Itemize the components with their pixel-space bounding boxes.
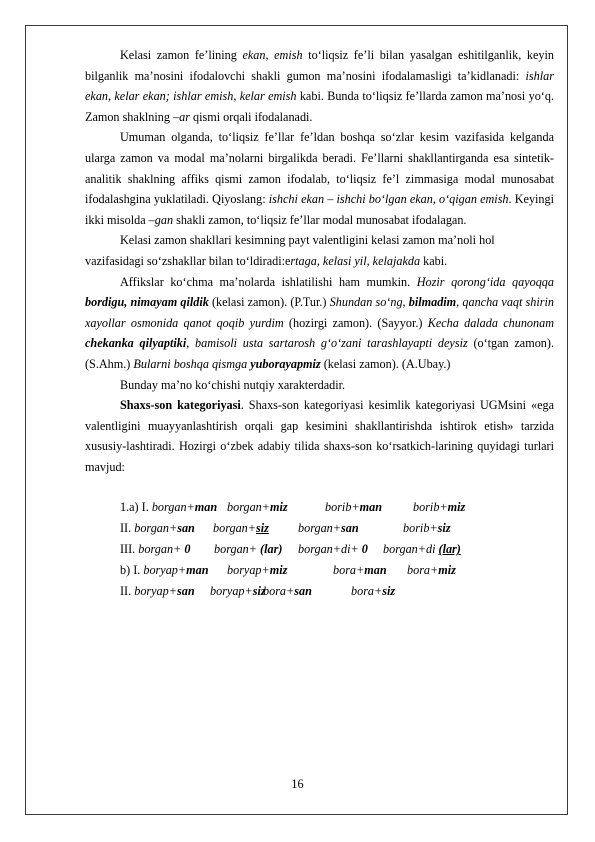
text: (kelasi zamon). (P.Tur.): [208, 295, 330, 310]
italic-text: ishlar ekan, kelar ekan; ishlar emish, kelar emish: [85, 68, 554, 104]
paradigm-cell: [213, 518, 269, 539]
row-label: b) I.: [120, 563, 144, 578]
text: kabi. Bunda to‘liqsiz fe’llarda zamon ma’nosi yo‘q. Zamon shaklning –: [85, 89, 554, 124]
row-label: III.: [120, 542, 139, 557]
paragraph-1: [85, 45, 554, 127]
stem: boryap+: [227, 563, 270, 578]
text: Kelasi zamon shakllari kesimning payt valentligini kelasi zamon ma’noli hol vazifasidagi so‘zshakllar bilan to‘ldiradi:e: [85, 233, 495, 268]
suffix: man: [186, 563, 209, 578]
suffix: miz: [269, 563, 288, 578]
bold-italic-text: yuborayapmiz: [250, 356, 321, 371]
italic-text: Shundan so‘ng,: [329, 295, 409, 310]
suffix: siz: [382, 584, 396, 599]
row-label: II.: [120, 521, 135, 536]
stem: borgan+: [298, 521, 341, 536]
italic-text: , qancha vaqt shirin xayollar osmonida qanot qoqib yurdim: [85, 295, 554, 330]
paradigm-cell: [407, 560, 456, 581]
paradigm-cell: [298, 518, 359, 539]
paragraph-6: [85, 395, 554, 477]
paradigm-row-2: [85, 518, 554, 539]
text: shakli zamon, to‘liqsiz fe’llar modal munosabat ifodalagan.: [173, 212, 467, 227]
text: kabi.: [420, 253, 448, 268]
paradigm-cell: [263, 581, 312, 602]
text: (o‘tgan zamon). (S.Ahm.): [85, 336, 554, 371]
suffix: miz: [447, 500, 466, 515]
suffix: san: [177, 521, 195, 536]
stem: borib+: [413, 500, 448, 515]
suffix: miz: [269, 500, 288, 515]
row-label: II.: [120, 584, 135, 599]
stem: borgan+: [214, 542, 257, 557]
stem: boryap+: [134, 584, 177, 599]
section-heading: Shaxs-son kategoriyasi: [120, 398, 241, 413]
suffix: miz: [438, 563, 456, 578]
italic-text: Bularni boshqa qismga: [133, 356, 251, 371]
paradigm-cell: [120, 518, 195, 539]
italic-text: ishchi ekan – ishchi bo‘lgan ekan, o‘qigan emish: [268, 192, 509, 207]
stem: borib+: [325, 500, 360, 515]
italic-text: gan: [154, 212, 174, 227]
suffix: siz: [255, 521, 269, 536]
paradigm-cell: [210, 581, 266, 602]
paradigm-cell: [227, 497, 288, 518]
text: (kelasi zamon). (A.Ubay.): [320, 356, 451, 371]
spacer: [85, 477, 554, 497]
bold-italic-text: bilmadim: [408, 295, 457, 310]
suffix: 0: [181, 542, 191, 557]
document-body: [85, 45, 554, 602]
italic-text: ar: [179, 109, 190, 124]
suffix: (lar): [256, 542, 283, 557]
text: . Keyingi ikki misolda –: [85, 192, 554, 227]
suffix: 0: [358, 542, 368, 557]
paragraph-2: [85, 127, 554, 230]
paradigm-cell: [120, 581, 195, 602]
stem: bora+: [333, 563, 365, 578]
bold-italic-text: chekanka qilyaptiki: [85, 336, 187, 351]
paragraph-3: [85, 230, 554, 271]
text: qismi orqali ifodalanadi.: [189, 109, 313, 124]
stem: borgan+: [134, 521, 178, 536]
italic-text: , bamisoli usta sartarosh g‘o‘zani tarashlayapti deysiz: [186, 336, 468, 351]
row-label: 1.a) I.: [120, 500, 152, 515]
italic-text: Kecha dalada chunonam: [427, 315, 554, 330]
stem: borgan+: [138, 542, 182, 557]
paradigm-row-1: [85, 497, 554, 518]
text: Affikslar ko‘chma ma’nolarda ishlatilishi ham mumkin.: [120, 274, 417, 289]
paradigm-cell: [413, 497, 465, 518]
suffix: san: [294, 584, 312, 599]
paradigm-cell: [227, 560, 287, 581]
text: Umuman olganda, to‘liqsiz fe’llar fe’ldan boshqa so‘zlar kesim vazifasida kelganda ularga zamon va modal ma’nolarni birgalikda beradi. Fe’llarni shakllantirganda esa sintetik-analitik shaklning affiks qismi zamon ifodalab, to‘liqsiz fe’l zimmasiga modal munosabat ifodalashgina yuklatiladi. Qiyoslang:: [85, 130, 554, 207]
bold-italic-text: bordigu, nimayam qildik: [85, 295, 209, 310]
paradigm-cell: [214, 539, 282, 560]
text: (hozirgi zamon). (Sayyor.): [283, 315, 428, 330]
italic-text: rtaga, kelasi yil, kelajakda: [290, 253, 421, 268]
paradigm-row-5: [85, 581, 554, 602]
stem: borgan+di: [383, 542, 439, 557]
paradigm-cell: [120, 497, 217, 518]
paragraph-4: [85, 272, 554, 375]
suffix: san: [340, 521, 359, 536]
suffix: man: [359, 500, 382, 515]
suffix: siz: [252, 584, 266, 599]
suffix: (lar): [438, 542, 461, 557]
text: Kelasi zamon fe’lining: [120, 48, 243, 62]
stem: bora+: [351, 584, 383, 599]
stem: bora+: [263, 584, 295, 599]
suffix: man: [194, 500, 218, 515]
paradigm-cell: [325, 497, 382, 518]
paradigm-cell: [351, 581, 395, 602]
stem: boryap+: [210, 584, 253, 599]
paradigm-cell: [403, 518, 451, 539]
text: to‘liqsiz fe’li bilan yasalgan eshitilganlik, keyin bilganlik ma’nosini ifodalovchi shakli gumon ma’nosini ifodalamasligi ta’kidlanadi:: [85, 48, 554, 83]
stem: borgan+: [151, 500, 195, 515]
paradigm-cell: [120, 539, 190, 560]
page-number: 16: [291, 777, 304, 791]
stem: borgan+: [213, 521, 256, 536]
paragraph-5: Bunday ma’no ko‘chishi nutqiy xarakterdadir.: [120, 377, 346, 392]
stem: borgan+: [227, 500, 270, 515]
suffix: siz: [437, 521, 451, 536]
stem: bora+: [407, 563, 439, 578]
text: . Shaxs-son kategoriyasi kesimlik kategoriyasi UGMsini «ega valentligini muayyanlashtirish orqali gap kesimini shakllantirishda ishtirok etish» tarzida xususiy-lashtiradi. Hozirgi o‘zbek adabiy tilida shaxs-son ko‘rsatkich-larining quyidagi turlari mavjud:: [85, 398, 554, 474]
paradigm-cell: [120, 560, 208, 581]
paradigm-cell: [298, 539, 368, 560]
italic-text: ekan, emish: [242, 48, 303, 62]
paradigm-cell: [383, 539, 461, 560]
italic-text: Hozir qorong‘ida qayoqqa: [416, 274, 554, 289]
paradigm-row-4: [85, 560, 554, 581]
stem: borib+: [403, 521, 438, 536]
suffix: man: [364, 563, 387, 578]
paradigm-row-3: [85, 539, 554, 560]
suffix: san: [176, 584, 195, 599]
stem: boryap+: [143, 563, 187, 578]
paradigm-cell: [333, 560, 387, 581]
stem: borgan+di+: [298, 542, 359, 557]
